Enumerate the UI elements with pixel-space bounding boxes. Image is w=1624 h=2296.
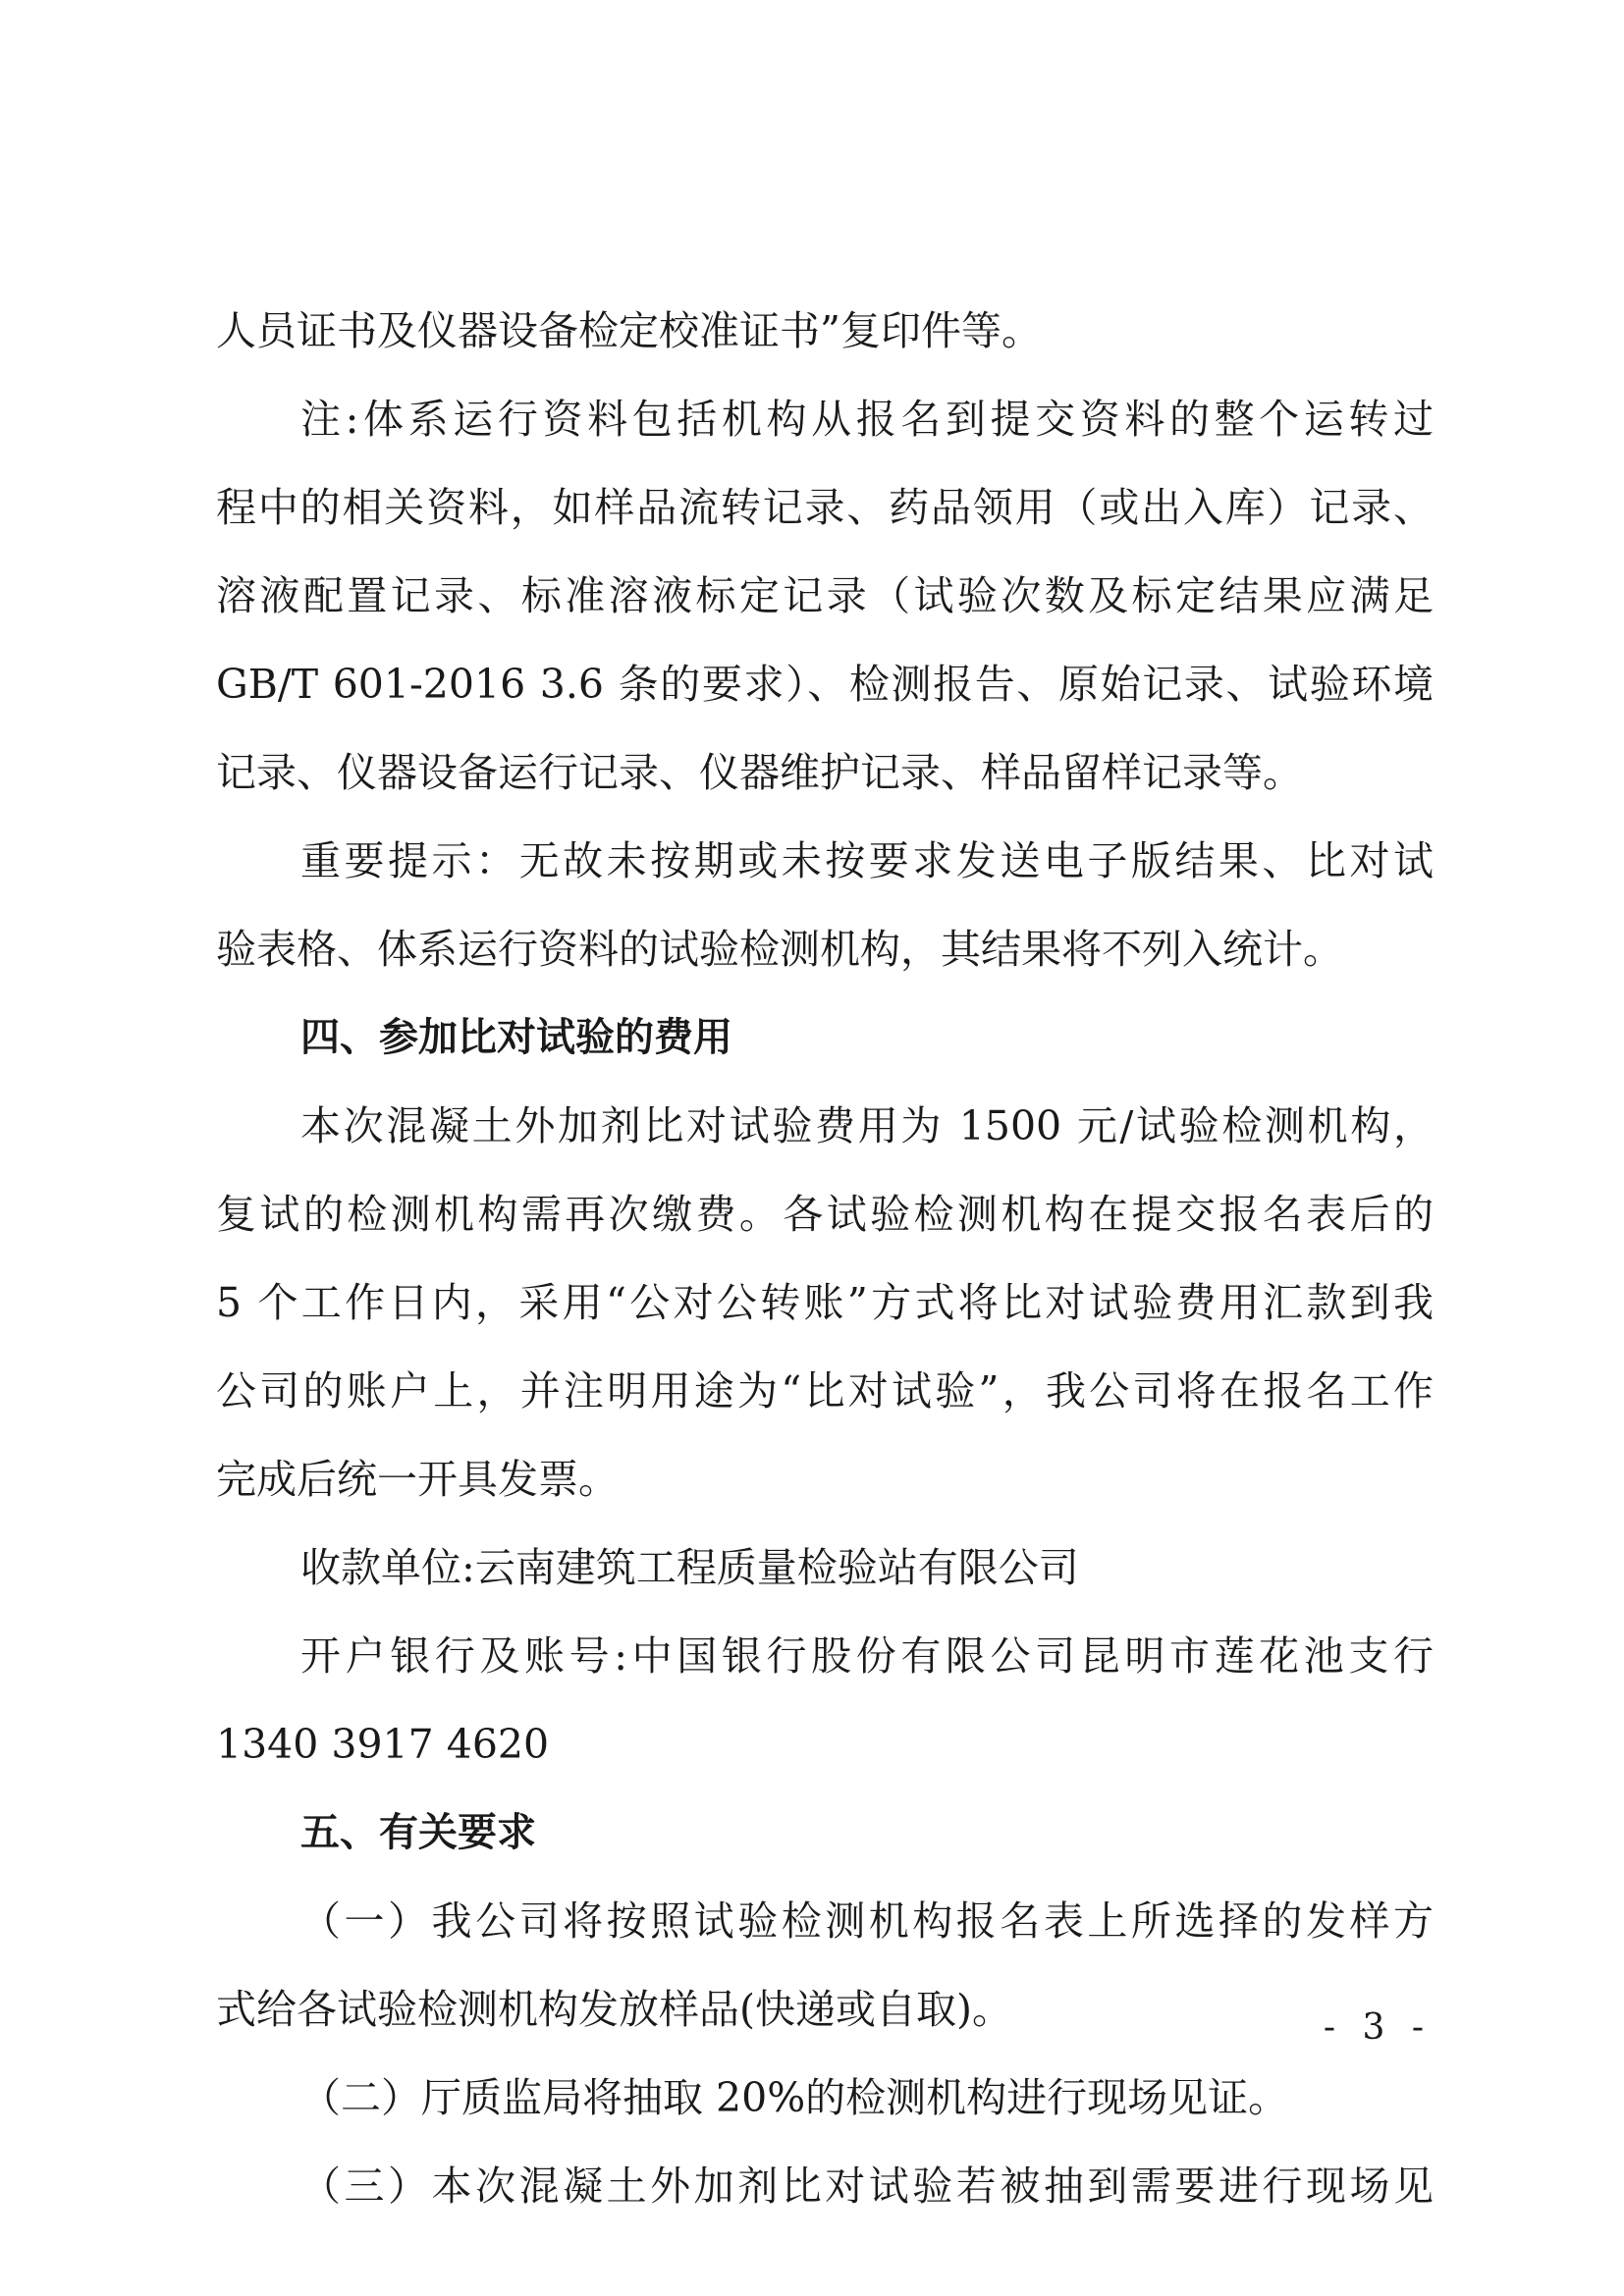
note-paragraph-line-1: 注:体系运行资料包括机构从报名到提交资料的整个运转过 — [300, 396, 1434, 443]
note-paragraph-line-4: GB/T 601-2016 3.6 条的要求）、检测报告、原始记录、试验环境 — [216, 661, 1434, 708]
note-paragraph-line-5: 记录、仪器设备运行记录、仪器维护记录、样品留样记录等。 — [216, 749, 1303, 796]
payee-line: 收款单位:云南建筑工程质量检验站有限公司 — [300, 1544, 1079, 1591]
page-number: - 3 - — [1323, 2007, 1432, 2048]
section-heading-fees: 四、参加比对试验的费用 — [300, 1015, 732, 1060]
paragraph-line-1: 人员证书及仪器设备检定校准证书”复印件等。 — [216, 307, 1042, 354]
requirement-1-line-2: 式给各试验检测机构发放样品(快递或自取)。 — [216, 1986, 1012, 2033]
requirement-2: （二）厅质监局将抽取 20%的检测机构进行现场见证。 — [300, 2074, 1289, 2121]
important-notice-line-2: 验表格、体系运行资料的试验检测机构，其结果将不列入统计。 — [216, 926, 1343, 973]
fees-paragraph-line-5: 完成后统一开具发票。 — [216, 1456, 619, 1503]
requirement-1-line-1: （一）我公司将按照试验检测机构报名表上所选择的发样方 — [300, 1897, 1434, 1945]
requirement-3-line-1: （三）本次混凝土外加剂比对试验若被抽到需要进行现场见 — [300, 2163, 1434, 2210]
account-number: 1340 3917 4620 — [216, 1721, 550, 1768]
section-heading-requirements: 五、有关要求 — [300, 1810, 536, 1855]
note-paragraph-line-3: 溶液配置记录、标准溶液标定记录（试验次数及标定结果应满足 — [216, 572, 1434, 619]
note-paragraph-line-2: 程中的相关资料，如样品流转记录、药品领用（或出入库）记录、 — [216, 484, 1434, 531]
fees-paragraph-line-3: 5 个工作日内，采用“公对公转账”方式将比对试验费用汇款到我 — [216, 1279, 1434, 1326]
fees-paragraph-line-2: 复试的检测机构需再次缴费。各试验检测机构在提交报名表后的 — [216, 1191, 1434, 1238]
bank-account-line: 开户银行及账号:中国银行股份有限公司昆明市莲花池支行 — [300, 1632, 1434, 1680]
fees-paragraph-line-4: 公司的账户上，并注明用途为“比对试验”，我公司将在报名工作 — [216, 1367, 1434, 1415]
document-body — [216, 287, 1434, 2230]
important-notice-line-1: 重要提示：无故未按期或未按要求发送电子版结果、比对试 — [300, 837, 1434, 884]
fees-paragraph-line-1: 本次混凝土外加剂比对试验费用为 1500 元/试验检测机构， — [300, 1102, 1434, 1149]
